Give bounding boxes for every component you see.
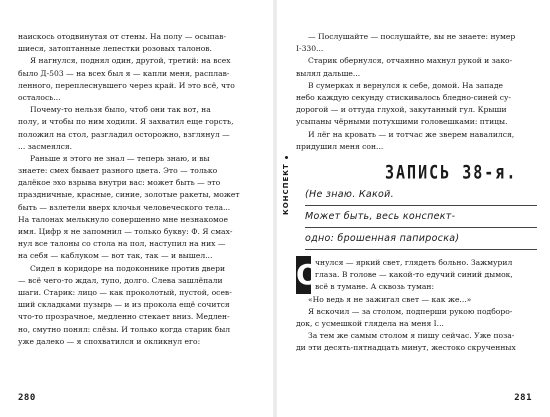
text-line: имя. Цифр я не запомнил — только букву: Ф. Я смах- xyxy=(18,227,233,236)
text-line: I-330... xyxy=(296,44,324,54)
text-line: За тем же самым столом я пишу сейчас. Уже поза- xyxy=(308,331,515,341)
text-line: шиеся, затоптанные лепестки розовых талонов. xyxy=(18,44,212,54)
text-line: уже далеко — я спохватился и окликнул его: xyxy=(18,336,201,346)
text-line: На талонах мелькнуло совершенно мне незнакомое xyxy=(18,214,228,224)
text-line: В сумерках я вернулся к себе, домой. На западе xyxy=(308,80,503,90)
record-title: ЗАПИСЬ 38-я. xyxy=(385,160,518,184)
text-line: — Послушайте — послушайте, вы не знаете: нумер xyxy=(308,32,516,41)
text-line: ... засмеялся. xyxy=(18,141,73,151)
text-line: Сидел в коридоре на подоконнике против двери xyxy=(30,263,226,273)
text-line: ший складками пузырь — и из прокола ещё сочится xyxy=(18,300,230,310)
conspect-line-1: (Не знаю. Какой. xyxy=(305,187,537,206)
text-line: Я нагнулся, поднял один, другой, третий: на всех xyxy=(30,56,231,66)
text-line: док, с усмешкой глядела на меня I... xyxy=(296,318,444,328)
text-line: наискось отодвинутая от стены. На полу — осыпав- xyxy=(18,32,227,41)
text-line: знаете: смех бывает разного цвета. Это — только xyxy=(18,166,218,176)
text-line: быть — взлетели вверх клочья человеческого тела... xyxy=(18,202,231,212)
text-line: на себя — каблуком — вот так, так — и вышел... xyxy=(18,251,213,261)
text-line: полу, и чтобы по ним ходили. Я захватил еще горсть, xyxy=(18,117,234,127)
text-line: ди эти десять-пятнадцать минут, жестоко скрученных xyxy=(296,343,516,353)
right-page xyxy=(275,0,550,417)
text-line: было Д-503 — на всех был я — капли меня, расплав- xyxy=(18,68,230,78)
text-line: Почему-то нельзя было, чтоб они так вот, на xyxy=(30,105,211,115)
text-line: ленного, переплеснувшего через край. И это всё, что xyxy=(18,80,235,90)
text-line: всё в тумане. А сквозь туман: xyxy=(315,282,435,292)
text-line: небо каждую секунду стискивалось бледно-синей су- xyxy=(296,92,512,102)
text-line: положил на стол, разгладил осторожно, взглянул — xyxy=(18,129,230,139)
text-line: нул все талоны со стола на пол, наступил на них — xyxy=(18,239,226,249)
after-dropcap-text xyxy=(296,257,541,355)
text-line: усыпаны чёрными потухшими головешками: птицы. xyxy=(296,117,508,127)
left-page-text xyxy=(18,31,261,348)
page-number-left: 280 xyxy=(18,393,36,403)
conspect-label: КОНСПЕКТ xyxy=(282,156,290,215)
conspect-line-2: Может быть, весь конспект- xyxy=(305,209,537,228)
text-line: далёкое эхо взрыва внутри вас: может быть — это xyxy=(18,178,221,188)
text-line: Я вскочил — за столом, подперши рукою подборо- xyxy=(308,306,513,316)
text-line: праздничные, красные, синие, золотые ракеты, может xyxy=(18,190,240,200)
text-line: дорогой — и оттуда глухой, закутанный гул. Крыши xyxy=(296,105,507,115)
text-line: Раньше я этого не знал — теперь знаю, и вы xyxy=(30,153,210,163)
text-line: но, смутно понял: слёзы. И только когда старик был xyxy=(18,324,231,334)
right-page-text xyxy=(296,31,541,153)
text-line: И лёг на кровать — и тотчас же зверем навалился, xyxy=(308,129,515,139)
text-line: глаза. В голове — какой-то едучий синий дымок, xyxy=(315,270,513,280)
text-line: вылял дальше... xyxy=(296,68,361,78)
text-line: чнулся — яркий свет, глядеть больно. Зажмурил xyxy=(315,258,513,267)
drop-cap: О xyxy=(296,256,311,294)
text-line: Старик обернулся, отчаянно махнул рукой и зако- xyxy=(308,56,513,66)
text-line: осталось... xyxy=(18,92,61,102)
text-line: что-то прозрачное, медленно стекает вниз. Медлен- xyxy=(18,312,230,322)
conspect-line-3: одно: брошенная папироска) xyxy=(305,231,537,250)
page-number-right: 281 xyxy=(514,393,532,403)
text-line: шаги. Старик: лицо — как проколотый, пустой, осев- xyxy=(18,287,232,297)
text-line: придушил меня сон... xyxy=(296,141,384,151)
text-line: «Но ведь я не зажигал свет — как же...» xyxy=(308,294,472,304)
text-line: — всё чего-то ждал, тупо, долго. Слева зашлёпали xyxy=(18,275,223,285)
